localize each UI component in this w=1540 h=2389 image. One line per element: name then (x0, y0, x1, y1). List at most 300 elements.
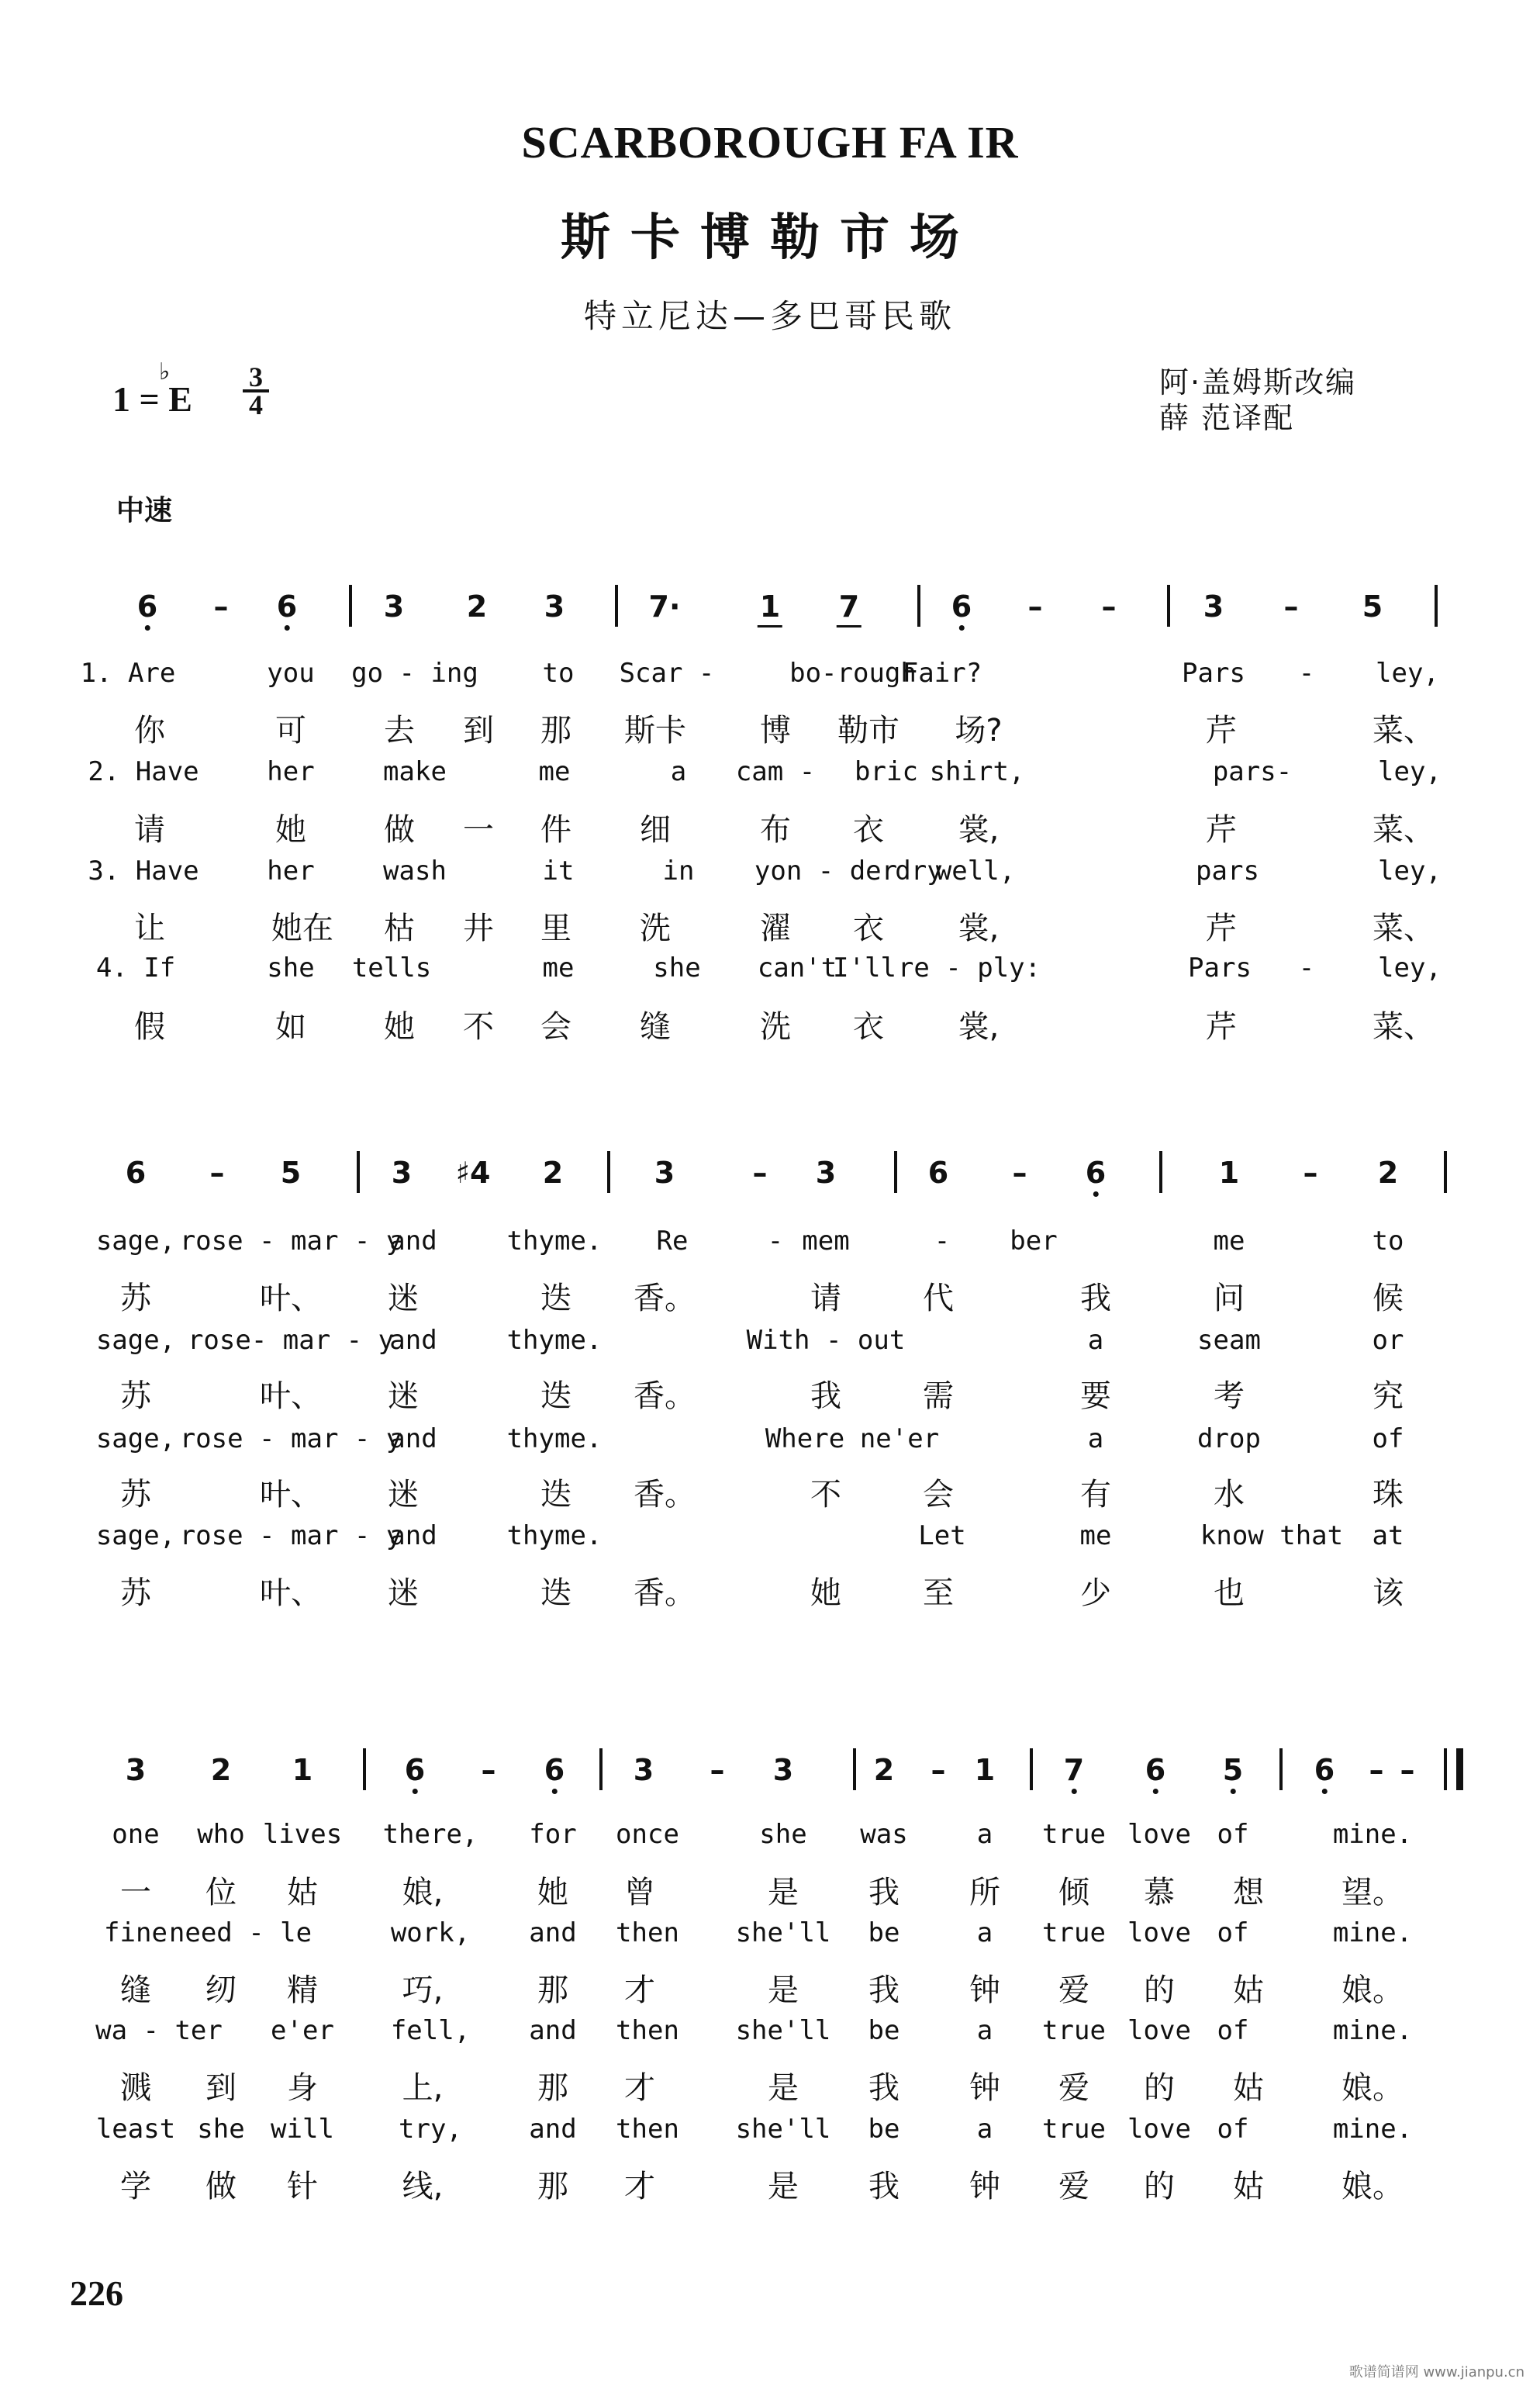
lyric-chinese: 线, (402, 2169, 444, 2204)
lyric-chinese: 迷 (388, 1378, 419, 1414)
lyric-chinese: 娘。 (1341, 2169, 1404, 2204)
lyric-chinese: 那 (540, 713, 571, 749)
lyric-english: 2. Have (88, 756, 199, 787)
note: 2 (1377, 1156, 1399, 1190)
lyric-chinese: 我 (810, 1378, 841, 1414)
lyric-english: love (1127, 1917, 1191, 1948)
lyric-english: 4. If (95, 952, 176, 984)
note: 6 (404, 1753, 426, 1787)
note: 6 (1314, 1753, 1335, 1787)
lyric-english: she (759, 1819, 807, 1850)
note: – (209, 1156, 225, 1190)
note: – (213, 589, 229, 624)
lyric-english: then (616, 2015, 679, 2046)
lyric-chinese: 水 (1214, 1477, 1245, 1513)
lyric-english: or (1372, 1325, 1404, 1356)
lyric-english: Scar - (619, 658, 715, 689)
lyric-english: lives (262, 1819, 343, 1850)
lyric-chinese: 苏 (120, 1477, 151, 1513)
lyric-chinese: 的 (1144, 2070, 1175, 2106)
lyric-chinese: 珠 (1373, 1477, 1404, 1513)
lyric-chinese: 的 (1144, 1972, 1175, 2008)
lyric-english: shirt, (929, 756, 1025, 787)
lyric-english: Re (656, 1226, 689, 1257)
lyric-english: rose - mar - y (179, 1423, 402, 1454)
lyric-chinese: 也 (1214, 1575, 1245, 1611)
lyric-chinese: 巧, (402, 1972, 444, 2008)
lyric-chinese: 叶、 (260, 1477, 322, 1513)
lyric-chinese: 有 (1080, 1477, 1111, 1513)
lyric-chinese: 姑 (1233, 2169, 1264, 2204)
lyric-chinese: 娘, (402, 1875, 444, 1910)
lyric-chinese: 迭 (540, 1575, 571, 1611)
note: 3 (633, 1753, 654, 1787)
note: 1 (1218, 1156, 1240, 1190)
lyric-chinese: 才 (624, 2070, 655, 2106)
lyric-english: thyme. (506, 1325, 603, 1356)
lyric-english: 1. Are (80, 658, 176, 689)
lyric-english: yon - der (754, 856, 898, 887)
note: 3 (654, 1156, 675, 1190)
lyric-chinese: 究 (1373, 1378, 1404, 1414)
lyric-english: who (197, 1819, 245, 1850)
lyric-chinese: 假 (134, 1009, 165, 1045)
lyric-english: a (670, 756, 687, 787)
lyric-chinese: 我 (1080, 1281, 1111, 1316)
lyric-chinese: 会 (540, 1009, 571, 1045)
note: 6 (544, 1753, 565, 1787)
lyric-english: ley, (1378, 756, 1442, 787)
lyric-chinese: 学 (120, 2169, 151, 2204)
lyric-english: true (1042, 1917, 1106, 1948)
lyric-english: of (1217, 1819, 1249, 1850)
lyric-english: bric (855, 756, 918, 787)
lyric-chinese: 菜、 (1373, 713, 1435, 749)
page-number: 226 (70, 2273, 123, 2313)
lyric-chinese: 至 (923, 1575, 954, 1611)
barline (853, 1748, 856, 1790)
note: 3 (544, 589, 565, 624)
lyric-chinese: 裳, (958, 911, 1000, 946)
note: 6 (927, 1156, 949, 1190)
lyric-english: With - out (746, 1325, 906, 1356)
lyric-english: ley, (1378, 856, 1442, 887)
lyric-chinese: 钟 (969, 1972, 1000, 2008)
credit-translator: 薛 范译配 (1159, 401, 1295, 435)
lyric-english: pars- (1212, 756, 1293, 787)
time-signature (243, 361, 269, 420)
lyric-chinese: 香。 (634, 1575, 696, 1611)
lyric-chinese: 位 (205, 1875, 237, 1910)
lyric-chinese: 爱 (1058, 1972, 1089, 2008)
lyric-chinese: 慕 (1144, 1875, 1175, 1910)
lyric-chinese: 裳, (958, 1009, 1000, 1045)
lyric-english: she (653, 952, 701, 984)
lyric-english: me (538, 756, 571, 787)
lyric-english: she (197, 2114, 245, 2145)
lyric-chinese: 你 (134, 713, 165, 749)
lyric-chinese: 那 (537, 2070, 568, 2106)
note: – (1012, 1156, 1027, 1190)
title-chinese: 斯卡博勒市场 (561, 209, 979, 267)
note: – (1303, 1156, 1318, 1190)
lyric-chinese: 我 (868, 1875, 899, 1910)
note: 2 (466, 589, 488, 624)
lyric-chinese: 枯 (384, 911, 415, 946)
lyric-english: thyme. (506, 1423, 603, 1454)
watermark: 歌谱简谱网 www.jianpu.cn (1348, 2364, 1524, 2380)
lyric-english: sage, (95, 1226, 176, 1257)
note: – (710, 1753, 725, 1787)
lyric-chinese: 勒市 (837, 713, 899, 749)
lyric-chinese: 所 (969, 1875, 1000, 1910)
lyric-chinese: 缝 (120, 1972, 151, 2008)
lyric-english: and (389, 1520, 437, 1551)
final-barline (1456, 1748, 1463, 1790)
lyric-chinese: 香。 (634, 1477, 696, 1513)
lyric-chinese: 香。 (634, 1378, 696, 1414)
lyric-chinese: 布 (760, 812, 791, 848)
lyric-chinese: 的 (1144, 2169, 1175, 2204)
lyric-chinese: 缝 (640, 1009, 671, 1045)
lyric-english: need - le (168, 1917, 312, 1948)
lyric-english: will (271, 2114, 334, 2145)
lyric-english: - (767, 1226, 784, 1257)
lyric-english: there, (382, 1819, 478, 1850)
lyric-chinese: 会 (923, 1477, 954, 1513)
lyric-english: once (616, 1819, 679, 1850)
lyric-english: sage, (95, 1423, 176, 1454)
lyric-english: me (542, 952, 575, 984)
lyric-english: she (267, 952, 315, 984)
note: 2 (542, 1156, 564, 1190)
lyric-chinese: 娘。 (1341, 2070, 1404, 2106)
note: 3 (383, 589, 405, 624)
lyric-english: e'er (271, 2015, 334, 2046)
lyric-chinese: 芹 (1206, 812, 1237, 848)
lyric-chinese: 件 (540, 812, 571, 848)
lyric-chinese: 代 (923, 1281, 954, 1316)
lyric-english: sage, (95, 1325, 176, 1356)
lyric-chinese: 身 (287, 2070, 318, 2106)
lyric-english: and (529, 2015, 577, 2046)
lyric-chinese: 细 (640, 812, 671, 848)
note: – (931, 1753, 946, 1787)
lyric-chinese: 想 (1233, 1875, 1264, 1910)
barline (1444, 1151, 1447, 1193)
lyric-english: cam - (735, 756, 816, 787)
lyric-english: mine. (1332, 2015, 1413, 2046)
lyric-english: she'll (735, 2114, 831, 2145)
lyric-english: I'll (833, 952, 896, 984)
lyric-chinese: 纫 (205, 1972, 237, 2008)
credit-arranger: 阿·盖姆斯改编 (1159, 365, 1357, 399)
lyric-english: well, (935, 856, 1016, 887)
lyric-english: mem (802, 1226, 850, 1257)
lyric-english: and (529, 2114, 577, 2145)
lyric-chinese: 叶、 (260, 1378, 322, 1414)
lyric-chinese: 井 (463, 911, 494, 946)
lyric-chinese: 是 (768, 2169, 799, 2204)
lyric-chinese: 迷 (388, 1281, 419, 1316)
note: 3 (815, 1156, 837, 1190)
lyric-chinese: 一 (463, 812, 494, 848)
lyric-chinese: 爱 (1058, 2169, 1089, 2204)
lyric-english: 3. Have (88, 856, 199, 887)
lyric-chinese: 姑 (1233, 2070, 1264, 2106)
lyric-chinese: 姑 (287, 1875, 318, 1910)
note: 5 (1362, 589, 1383, 624)
lyric-chinese: 少 (1080, 1575, 1111, 1611)
note: – (752, 1156, 768, 1190)
lyric-english: bo-rough (789, 658, 917, 689)
lyric-english: go - ing (351, 658, 478, 689)
lyric-chinese: 要 (1080, 1378, 1111, 1414)
lyric-english: love (1127, 2114, 1191, 2145)
lyric-chinese: 芹 (1206, 1009, 1237, 1045)
note: ♯4 (455, 1156, 491, 1190)
lyric-chinese: 迷 (388, 1575, 419, 1611)
lyric-english: a (1087, 1423, 1104, 1454)
lyric-english: mine. (1332, 1819, 1413, 1850)
lyric-english: ber (1010, 1226, 1058, 1257)
barline (1167, 585, 1170, 627)
lyric-chinese: 她 (384, 1009, 415, 1045)
lyric-chinese: 里 (540, 911, 571, 946)
lyric-chinese: 洗 (640, 911, 671, 946)
lyric-english: rose - mar - y (179, 1226, 402, 1257)
lyric-english: to (542, 658, 575, 689)
note: 5 (280, 1156, 302, 1190)
subtitle: 特立尼达—多巴哥民歌 (583, 297, 956, 335)
lyric-chinese: 娘。 (1341, 1972, 1404, 2008)
lyric-chinese: 如 (275, 1009, 306, 1045)
lyric-english: her (267, 856, 315, 887)
lyric-chinese: 芹 (1206, 713, 1237, 749)
lyric-english: for (529, 1819, 577, 1850)
lyric-english: a (976, 1819, 993, 1850)
note: 6 (1145, 1753, 1166, 1787)
lyric-english: one (112, 1819, 160, 1850)
lyric-english: true (1042, 2015, 1106, 2046)
lyric-english: drop (1197, 1423, 1261, 1454)
lyric-english: be (868, 1917, 900, 1948)
lyric-english: was (860, 1819, 908, 1850)
note: 6 (276, 589, 298, 624)
lyric-chinese: 去 (384, 713, 415, 749)
note: 6 (951, 589, 972, 624)
note: – (1027, 589, 1043, 624)
note: 7 (838, 589, 860, 624)
lyric-english: wa - ter (95, 2015, 223, 2046)
lyric-chinese: 到 (205, 2070, 237, 2106)
lyric-english: a (976, 2015, 993, 2046)
lyric-english: a (976, 1917, 993, 1948)
lyric-chinese: 做 (205, 2169, 237, 2204)
note: – (1400, 1753, 1415, 1787)
lyric-english: mine. (1332, 1917, 1413, 1948)
lyric-chinese: 场? (955, 713, 1003, 749)
note: – (1283, 589, 1299, 624)
note: 6 (136, 589, 158, 624)
lyric-chinese: 请 (810, 1281, 841, 1316)
lyric-chinese: 让 (134, 911, 165, 946)
lyric-chinese: 菜、 (1373, 812, 1435, 848)
lyric-chinese: 她 (810, 1575, 841, 1611)
note: 3 (391, 1156, 413, 1190)
note: 7 (1063, 1753, 1085, 1787)
lyric-english: it (542, 856, 575, 887)
lyric-english: she'll (735, 1917, 831, 1948)
lyric-english: wash (383, 856, 447, 887)
lyric-english: re - ply: (897, 952, 1041, 984)
lyric-english: me (1079, 1520, 1112, 1551)
lyric-english: try, (399, 2114, 462, 2145)
lyric-chinese: 迭 (540, 1477, 571, 1513)
lyric-chinese: 裳, (958, 812, 1000, 848)
lyric-chinese: 做 (384, 812, 415, 848)
lyric-english: Fair? (902, 658, 982, 689)
lyric-english: love (1127, 1819, 1191, 1850)
lyric-chinese: 溅 (120, 2070, 151, 2106)
lyric-chinese: 她 (275, 812, 306, 848)
lyric-english: rose- mar - y (187, 1325, 395, 1356)
note: 2 (873, 1753, 895, 1787)
lyric-chinese: 望。 (1341, 1875, 1404, 1910)
key-signature: 1 = E (112, 379, 192, 419)
lyric-english: Pars (1182, 658, 1245, 689)
lyric-english: know that (1200, 1520, 1344, 1551)
lyric-english: pars (1196, 856, 1259, 887)
lyric-english: ley, (1378, 952, 1442, 984)
time-sig-bottom: 4 (249, 389, 263, 420)
lyric-english: her (267, 756, 315, 787)
lyric-english: true (1042, 1819, 1106, 1850)
time-sig-top: 3 (249, 361, 263, 392)
lyric-chinese: 博 (760, 713, 791, 749)
lyric-chinese: 需 (923, 1378, 954, 1414)
lyric-chinese: 候 (1373, 1281, 1404, 1316)
title-english: SCARBOROUGH FA IR (521, 117, 1019, 168)
lyric-english: she'll (735, 2015, 831, 2046)
lyric-english: true (1042, 2114, 1106, 2145)
barline (1159, 1151, 1162, 1193)
lyric-chinese: 不 (463, 1009, 494, 1045)
lyric-chinese: 问 (1214, 1281, 1245, 1316)
lyric-english: of (1217, 2015, 1249, 2046)
note: 1 (292, 1753, 313, 1787)
lyric-english: seam (1197, 1325, 1261, 1356)
note: – (1101, 589, 1117, 624)
lyric-chinese: 才 (624, 1972, 655, 2008)
lyric-chinese: 濯 (760, 911, 791, 946)
note: – (481, 1753, 496, 1787)
lyric-english: then (616, 2114, 679, 2145)
lyric-chinese: 考 (1214, 1378, 1245, 1414)
barline (349, 585, 352, 627)
lyric-chinese: 衣 (853, 1009, 884, 1045)
lyric-chinese: 那 (537, 2169, 568, 2204)
lyric-chinese: 爱 (1058, 2070, 1089, 2106)
lyric-english: Let (918, 1520, 966, 1551)
lyric-english: be (868, 2015, 900, 2046)
lyric-english: me (1213, 1226, 1245, 1257)
lyric-chinese: 不 (810, 1477, 841, 1513)
lyric-english: ne'er (859, 1423, 940, 1454)
lyric-chinese: 我 (868, 2169, 899, 2204)
note: 2 (210, 1753, 232, 1787)
lyric-chinese: 她在 (271, 911, 333, 946)
note: 7· (648, 589, 681, 624)
lyric-chinese: 衣 (853, 911, 884, 946)
lyric-english: - (1298, 952, 1315, 984)
barline (1279, 1748, 1283, 1790)
lyric-chinese: 香。 (634, 1281, 696, 1316)
lyric-english: sage, (95, 1520, 176, 1551)
lyric-english: rose - mar - y (179, 1520, 402, 1551)
lyric-english: tells (351, 952, 432, 984)
lyric-chinese: 叶、 (260, 1281, 322, 1316)
lyric-chinese: 上, (402, 2070, 444, 2106)
lyric-english: fell, (390, 2015, 471, 2046)
note: 6 (125, 1156, 147, 1190)
lyric-english: fine (104, 1917, 167, 1948)
lyric-chinese: 那 (537, 1972, 568, 2008)
lyric-english: and (529, 1917, 577, 1948)
barline (917, 585, 920, 627)
note: 3 (125, 1753, 147, 1787)
barline (894, 1151, 897, 1193)
lyric-english: love (1127, 2015, 1191, 2046)
lyric-chinese: 苏 (120, 1378, 151, 1414)
barline (1435, 585, 1438, 627)
lyric-english: - (1298, 658, 1315, 689)
lyric-english: at (1372, 1520, 1404, 1551)
lyric-chinese: 叶、 (260, 1575, 322, 1611)
barline (615, 585, 618, 627)
barline (599, 1748, 603, 1790)
lyric-chinese: 衣 (853, 812, 884, 848)
barline (607, 1151, 610, 1193)
lyric-english: of (1217, 2114, 1249, 2145)
note: 6 (1085, 1156, 1107, 1190)
lyric-english: of (1217, 1917, 1249, 1948)
lyric-chinese: 到 (463, 713, 494, 749)
note: 3 (772, 1753, 794, 1787)
lyric-english: a (1087, 1325, 1104, 1356)
lyric-english: and (389, 1325, 437, 1356)
lyric-english: can't (757, 952, 837, 984)
lyric-english: to (1372, 1226, 1404, 1257)
lyric-chinese: 是 (768, 2070, 799, 2106)
lyric-english: Pars (1188, 952, 1252, 984)
lyric-chinese: 一 (120, 1875, 151, 1910)
lyric-chinese: 钟 (969, 2169, 1000, 2204)
lyric-chinese: 倾 (1058, 1875, 1089, 1910)
lyric-chinese: 迷 (388, 1477, 419, 1513)
lyric-english: a (976, 2114, 993, 2145)
lyric-english: and (389, 1423, 437, 1454)
lyric-chinese: 曾 (624, 1875, 655, 1910)
lyric-english: and (389, 1226, 437, 1257)
lyric-chinese: 该 (1373, 1575, 1404, 1611)
lyric-english: you (267, 658, 315, 689)
barline (357, 1151, 360, 1193)
lyric-chinese: 菜、 (1373, 1009, 1435, 1045)
lyric-chinese: 姑 (1233, 1972, 1264, 2008)
barline (363, 1748, 366, 1790)
barline (1444, 1748, 1447, 1790)
